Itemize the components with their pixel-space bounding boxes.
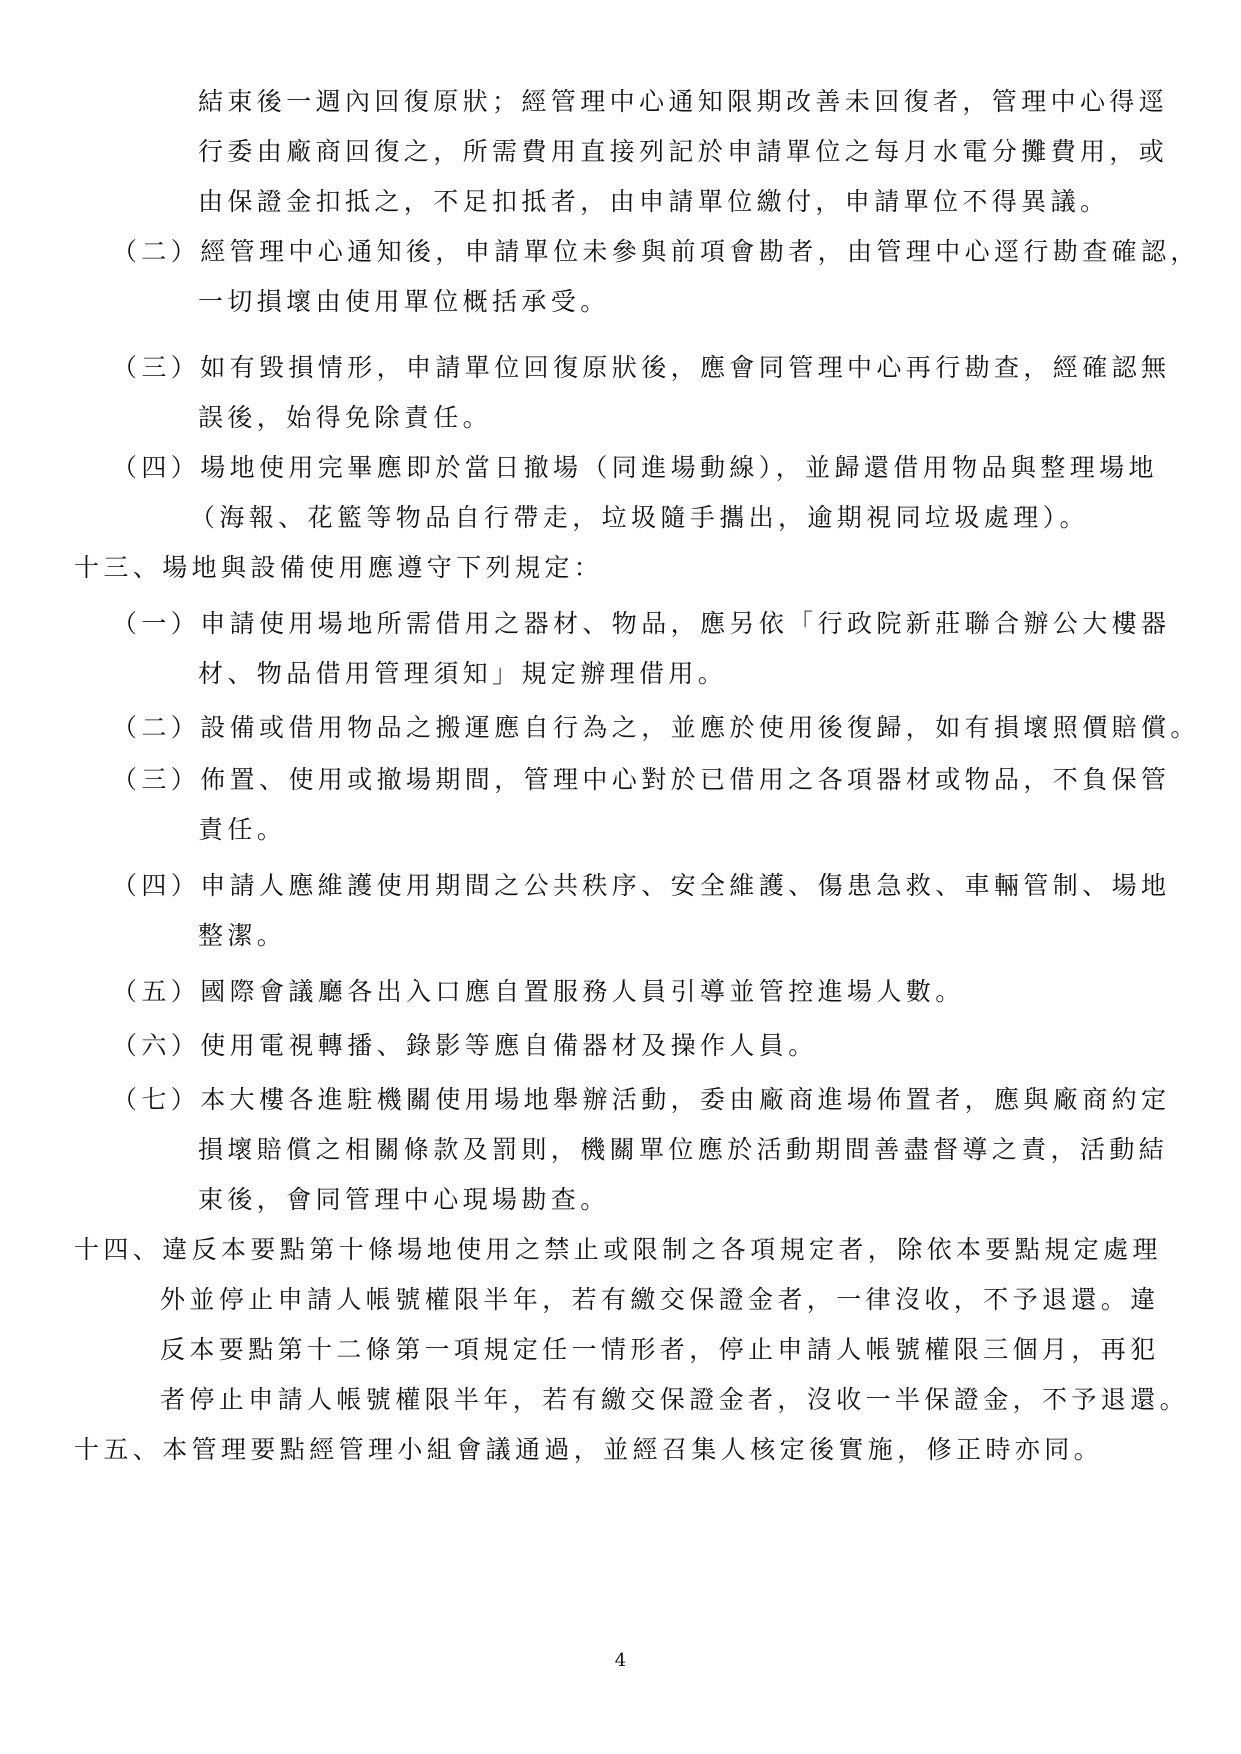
text-line: （二）設備或借用物品之搬運應自行為之，並應於使用後復歸，如有損壞照價賠償。 — [112, 713, 1200, 742]
text-line: 者停止申請人帳號權限半年，若有繳交保證金者，沒收一半保證金，不予退還。 — [160, 1385, 1190, 1414]
text-line: （一）申請使用場地所需借用之器材、物品，應另依「行政院新莊聯合辦公大樓器 — [112, 609, 1171, 638]
text-line: 材、物品借用管理須知」規定辦理借用。 — [198, 659, 728, 688]
text-line: 一切損壞由使用單位概括承受。 — [198, 287, 610, 316]
text-line: （五）國際會議廳各出入口應自置服務人員引導並管控進場人數。 — [112, 977, 965, 1006]
section-heading: 十三、場地與設備使用應遵守下列規定： — [74, 553, 604, 582]
text-line: 責任。 — [198, 815, 287, 844]
text-line: （四）申請人應維護使用期間之公共秩序、安全維護、傷患急救、車輛管制、場地 — [112, 871, 1171, 900]
text-line: 由保證金扣抵之，不足扣抵者，由申請單位繳付，申請單位不得異議。 — [198, 187, 1110, 216]
text-line: 誤後，始得免除責任。 — [198, 403, 493, 432]
text-line: 損壞賠償之相關條款及罰則，機關單位應於活動期間善盡督導之責，活動結 — [198, 1135, 1169, 1164]
text-line: 整潔。 — [198, 921, 287, 950]
text-line: 外並停止申請人帳號權限半年，若有繳交保證金者，一律沒收，不予退還。違 — [160, 1285, 1160, 1314]
text-line: （三）佈置、使用或撤場期間，管理中心對於已借用之各項器材或物品，不負保管 — [112, 765, 1171, 794]
text-line: （二）經管理中心通知後，申請單位未參與前項會勘者，由管理中心逕行勘查確認， — [112, 237, 1200, 266]
text-line: （四）場地使用完畢應即於當日撤場（同進場動線），並歸還借用物品與整理場地 — [112, 453, 1158, 482]
section-heading: 十五、本管理要點經管理小組會議通過，並經召集人核定後實施，修正時亦同。 — [74, 1435, 1104, 1464]
text-line: 反本要點第十二條第一項規定任一情形者，停止申請人帳號權限三個月，再犯 — [160, 1335, 1160, 1364]
text-line: （六）使用電視轉播、錄影等應自備器材及操作人員。 — [112, 1031, 818, 1060]
page-number: 4 — [614, 1650, 627, 1671]
text-line: （三）如有毀損情形，申請單位回復原狀後，應會同管理中心再行勘查，經確認無 — [112, 353, 1171, 382]
text-line: 結束後一週內回復原狀；經管理中心通知限期改善未回復者，管理中心得逕 — [198, 87, 1169, 116]
text-line: （七）本大樓各進駐機關使用場地舉辦活動，委由廠商進場佈置者，應與廠商約定 — [112, 1085, 1171, 1114]
section-heading: 十四、違反本要點第十條場地使用之禁止或限制之各項規定者，除依本要點規定處理 — [74, 1235, 1162, 1264]
text-line: 行委由廠商回復之，所需費用直接列記於申請單位之每月水電分攤費用，或 — [198, 137, 1169, 166]
text-line: （海報、花籃等物品自行帶走，垃圾隨手攜出，逾期視同垃圾處理）。 — [190, 503, 1089, 532]
text-line: 束後，會同管理中心現場勘查。 — [198, 1185, 610, 1214]
